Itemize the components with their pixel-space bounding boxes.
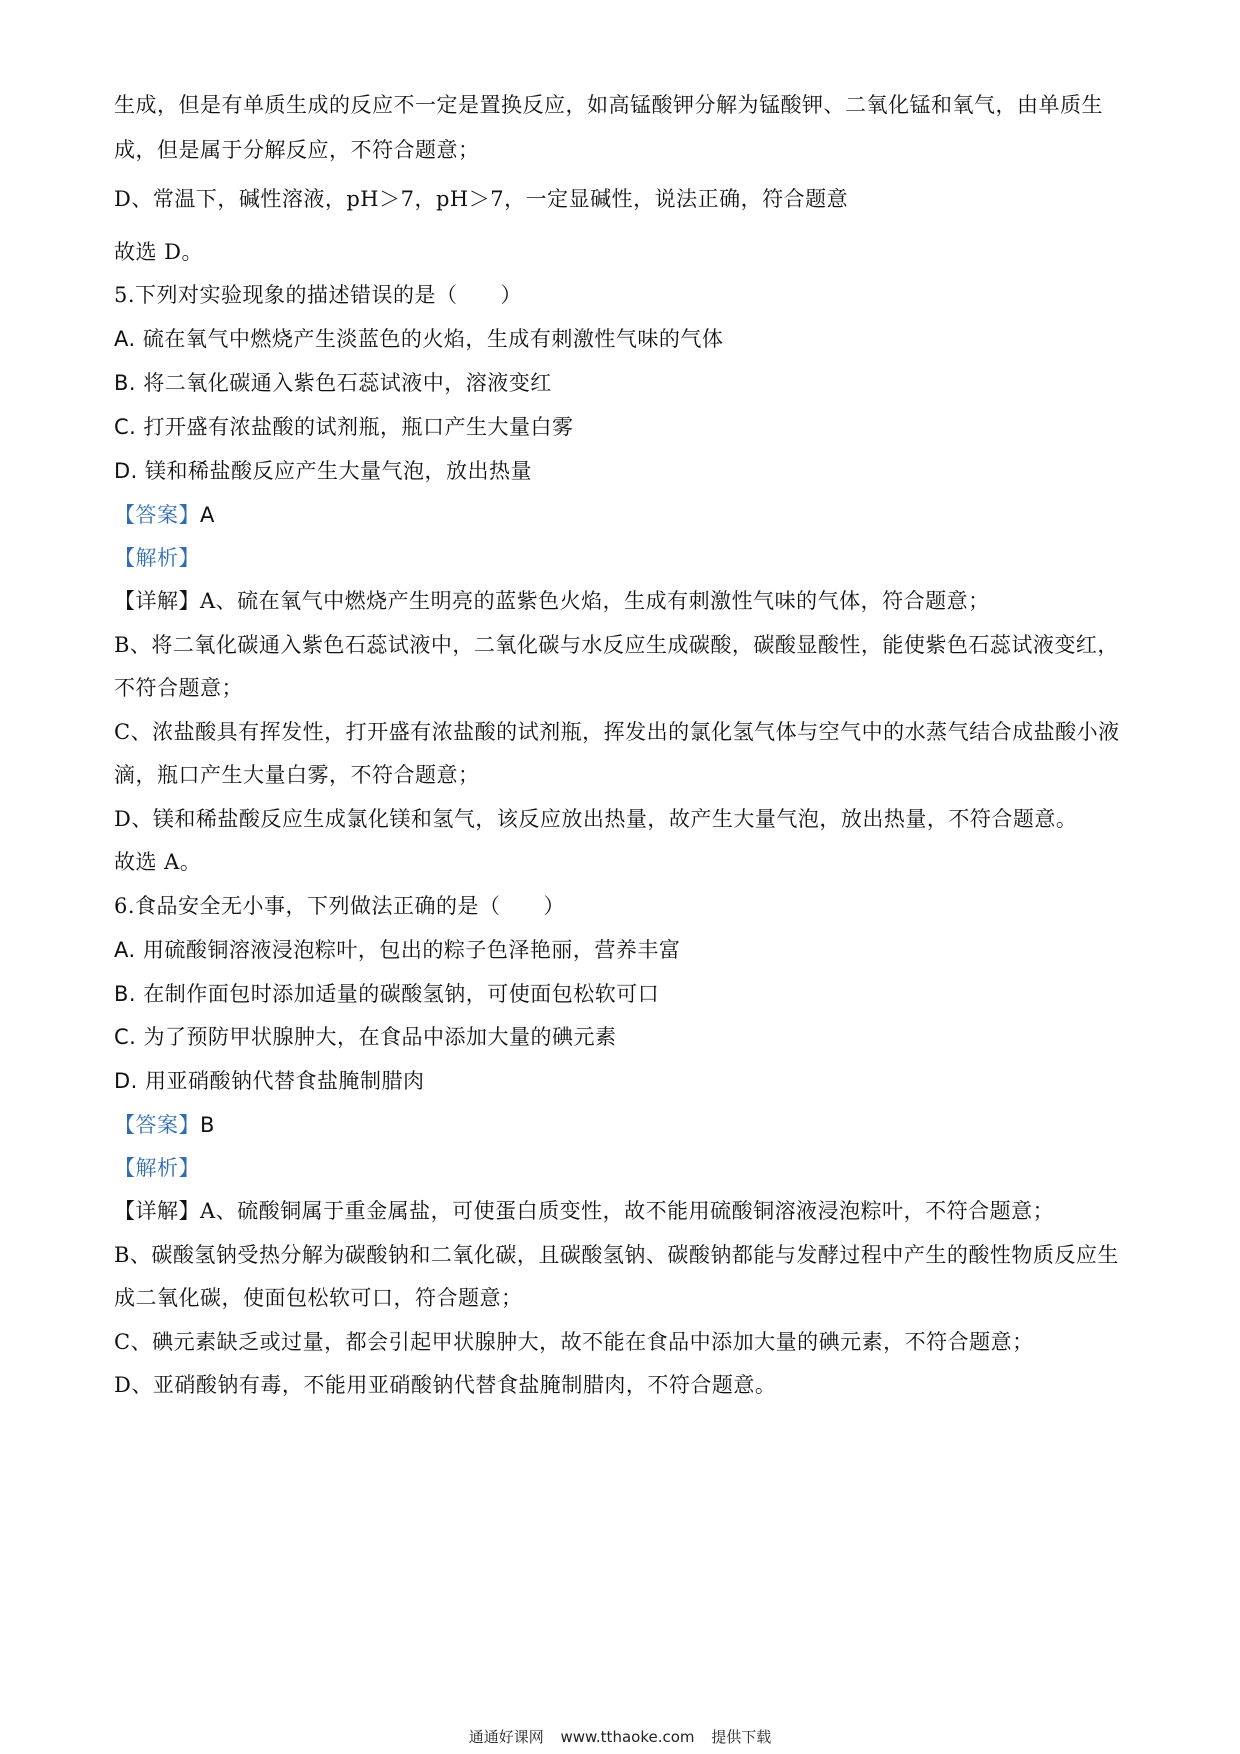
footer-note: 提供下载 (711, 1728, 772, 1746)
q6-detail-b2: 成二氧化碳，使面包松软可口，符合题意； (114, 1286, 523, 1310)
q5-detail-b1: B、将二氧化碳通入紫色石蕊试液中，二氧化碳与水反应生成碳酸，碳酸显酸性，能使紫色石蕊试液变红， (114, 633, 1119, 657)
q5-option-a: A. 硫在氧气中燃烧产生淡蓝色的火焰，生成有刺激性气味的气体 (114, 327, 724, 351)
q5-detail-b2: 不符合题意； (114, 676, 243, 700)
q6-detail-a (114, 1196, 1054, 1226)
text-line: D、常温下，碱性溶液，pH＞7，pH＞7，一定显碱性，说法正确，符合题意 (114, 187, 849, 211)
q5-option-d: D. 镁和稀盐酸反应产生大量气泡，放出热量 (114, 459, 533, 483)
text-line: 故选 D。 (114, 240, 204, 264)
q6-answer (114, 1110, 215, 1140)
answer-label: 【答案】 (114, 1113, 200, 1137)
q5-detail-d: D、镁和稀盐酸反应生成氯化镁和氢气，该反应放出热量，故产生大量气泡，放出热量，不符合题意。 (114, 807, 1078, 831)
q5-answer (114, 500, 215, 530)
q6-option-a: A. 用硫酸铜溶液浸泡粽叶，包出的粽子色泽艳丽，营养丰富 (114, 938, 681, 962)
q6-detail-c: C、碘元素缺乏或过量，都会引起甲状腺肿大，故不能在食品中添加大量的碘元素，不符合题意； (114, 1330, 1034, 1354)
footer-url[interactable]: www.tthaoke.com (560, 1728, 695, 1746)
q5-detail-a (114, 586, 990, 616)
q5-detail-c2: 滴，瓶口产生大量白雾，不符合题意； (114, 763, 480, 787)
answer-label: 【答案】 (114, 503, 200, 527)
detail-label: 【详解】 (114, 1199, 200, 1223)
q5-analysis-label: 【解析】 (114, 546, 200, 570)
page-footer (0, 1726, 1240, 1747)
q5-detail-c1: C、浓盐酸具有挥发性，打开盛有浓盐酸的试剂瓶，挥发出的氯化氢气体与空气中的水蒸气结合成盐酸小液 (114, 720, 1120, 744)
q6-option-b: B. 在制作面包时添加适量的碳酸氢钠，可使面包松软可口 (114, 982, 660, 1006)
question-5: 5.下列对实验现象的描述错误的是（ ） (114, 283, 523, 307)
detail-text: A、硫在氧气中燃烧产生明亮的蓝紫色火焰，生成有刺激性气味的气体，符合题意； (200, 589, 990, 613)
q6-detail-b1: B、碳酸氢钠受热分解为碳酸钠和二氧化碳，且碳酸氢钠、碳酸钠都能与发酵过程中产生的酸性物质反应生 (114, 1243, 1119, 1267)
q6-option-c: C. 为了预防甲状腺肿大，在食品中添加大量的碘元素 (114, 1025, 617, 1049)
answer-value: B (200, 1113, 215, 1137)
detail-label: 【详解】 (114, 589, 200, 613)
text-line: 成，但是属于分解反应，不符合题意； (114, 138, 480, 162)
q6-option-d: D. 用亚硝酸钠代替食盐腌制腊肉 (114, 1069, 425, 1093)
footer-site-name: 通通好课网 (468, 1728, 544, 1746)
q5-option-b: B. 将二氧化碳通入紫色石蕊试液中，溶液变红 (114, 371, 552, 395)
q5-option-c: C. 打开盛有浓盐酸的试剂瓶，瓶口产生大量白雾 (114, 415, 574, 439)
text-line: 生成，但是有单质生成的反应不一定是置换反应，如高锰酸钾分解为锰酸钾、二氧化锰和氧气，由单质生 (114, 93, 1103, 117)
q5-selection: 故选 A。 (114, 850, 202, 874)
q6-analysis-label: 【解析】 (114, 1156, 200, 1180)
detail-text: A、硫酸铜属于重金属盐，可使蛋白质变性，故不能用硫酸铜溶液浸泡粽叶，不符合题意； (200, 1199, 1055, 1223)
question-6: 6.食品安全无小事，下列做法正确的是（ ） (114, 894, 566, 918)
q6-detail-d: D、亚硝酸钠有毒，不能用亚硝酸钠代替食盐腌制腊肉，不符合题意。 (114, 1373, 777, 1397)
answer-value: A (200, 503, 215, 527)
